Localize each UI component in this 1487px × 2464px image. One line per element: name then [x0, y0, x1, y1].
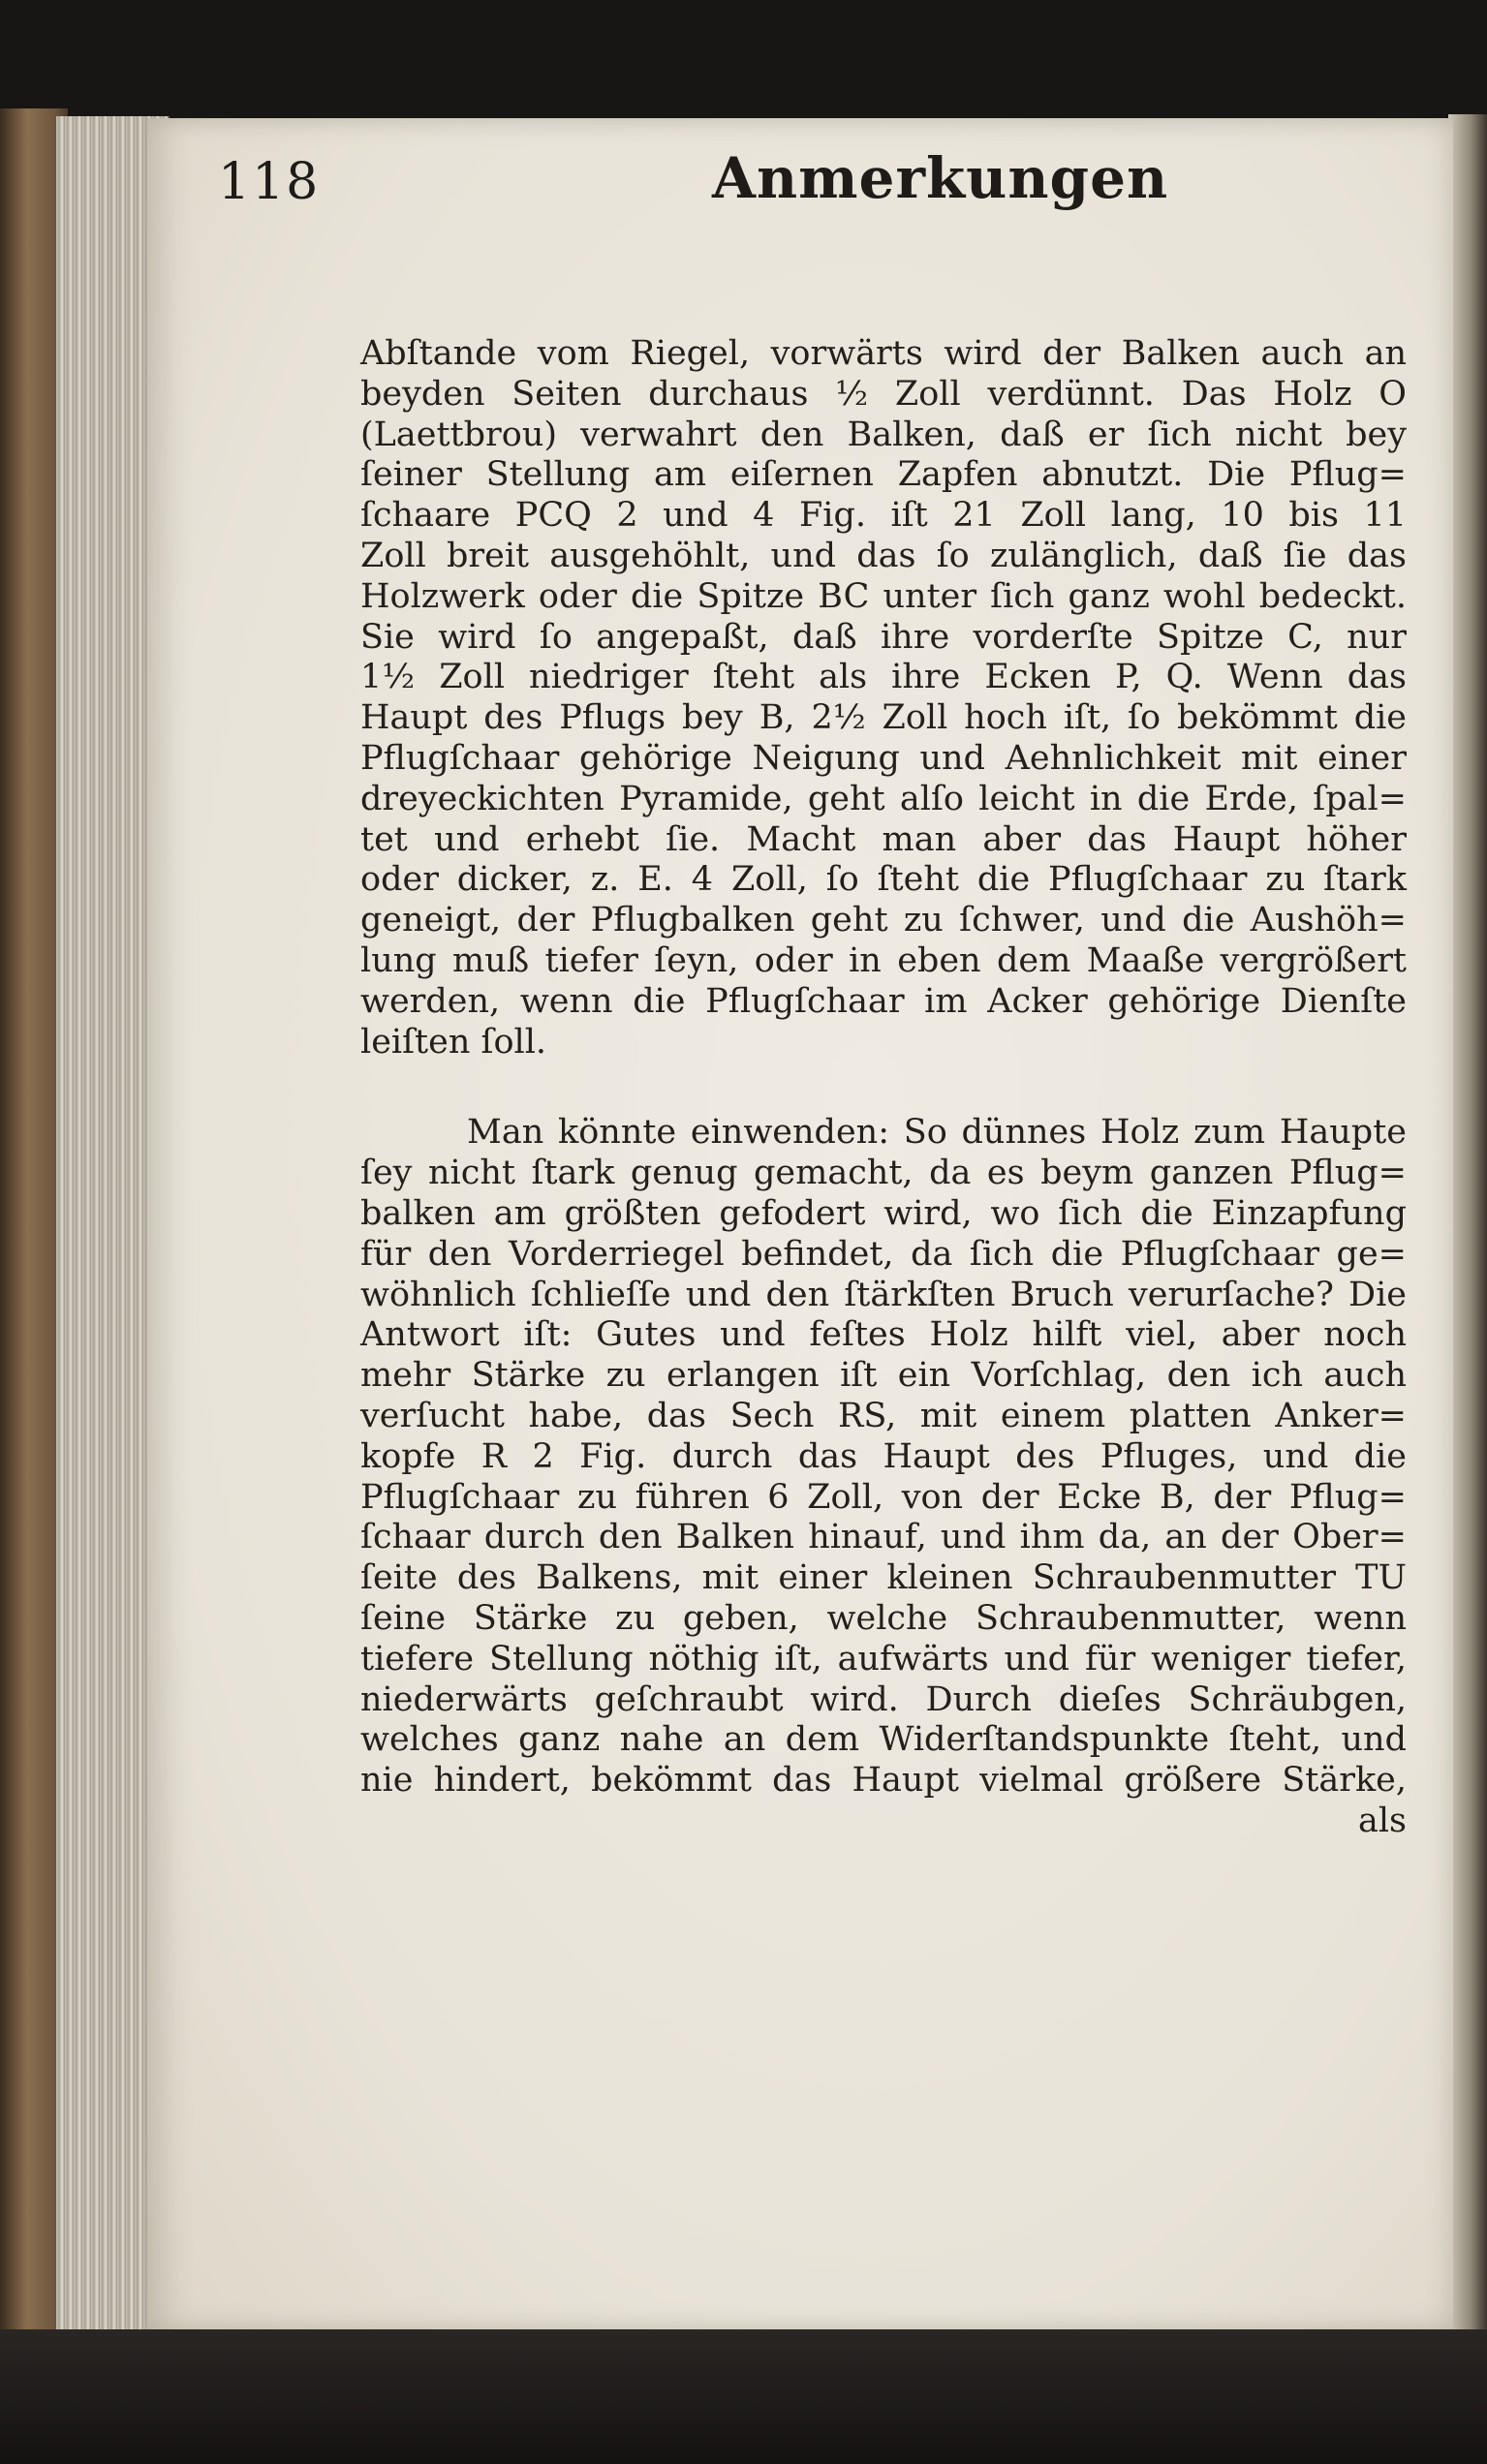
text-line: Pflugſchaar gehörige Neigung und Aehnlichkeit mit einer [360, 738, 1407, 778]
text-line: tiefere Stellung nöthig iſt, aufwärts und für weniger tiefer, [360, 1639, 1407, 1679]
catchword: als [1357, 1801, 1407, 1840]
text-line: nie hindert, bekömmt das Haupt vielmal größere Stärke, [360, 1761, 1407, 1801]
text-line: Abſtande vom Riegel, vorwärts wird der Balken auch an [360, 334, 1407, 373]
text-line: wöhnlich ſchlieſſe und den ſtärkſten Bruch verurſache? Die [360, 1275, 1407, 1314]
text-line: kopfe R 2 Fig. durch das Haupt des Pfluges, und die [360, 1436, 1407, 1476]
text-line: lung muß tiefer ſeyn, oder in eben dem Maaße vergrößert [360, 940, 1407, 980]
page-header [218, 136, 1477, 223]
text-line: 1½ Zoll niedriger ſteht als ihre Ecken P, Q. Wenn das [360, 658, 1407, 697]
right-page-edge [1448, 114, 1487, 2337]
paragraph-2 [360, 1113, 1407, 1802]
text-line: ſeine Stärke zu geben, welche Schraubenmutter, wenn [360, 1598, 1407, 1638]
text-line: Haupt des Pflugs bey B, 2½ Zoll hoch iſt, ſo bekömmt die [360, 698, 1407, 738]
text-line: niederwärts geſchraubt wird. Durch dieſes Schräubgen, [360, 1679, 1407, 1719]
page-number: 118 [218, 153, 321, 211]
text-line: leiſten ſoll. [360, 1022, 547, 1062]
text-line: ſchaare PCQ 2 und 4 Fig. iſt 21 Zoll lang, 10 bis 11 [360, 496, 1407, 536]
paragraph-gap [360, 1063, 1407, 1113]
text-line: balken am größten gefodert wird, wo ſich die Einzapfung [360, 1193, 1407, 1233]
running-head: Anmerkungen [712, 145, 1169, 211]
text-line: ſchaar durch den Balken hinauf, und ihm da, an der Ober= [360, 1518, 1407, 1557]
text-line: dreyeckichten Pyramide, geht alſo leicht in die Erde, ſpal= [360, 779, 1407, 818]
body-text [360, 334, 1407, 1842]
text-line: Holzwerk oder die Spitze BC unter ſich ganz wohl bedeckt. [360, 576, 1407, 616]
text-line: geneigt, der Pflugbalken geht zu ſchwer, und die Aushöh= [360, 901, 1407, 940]
text-line: verſucht habe, das Sech RS, mit einem platten Anker= [360, 1396, 1407, 1435]
background-bottom [0, 2329, 1487, 2464]
text-line: oder dicker, z. E. 4 Zoll, ſo ſteht die Pflugſchaar zu ſtark [360, 860, 1407, 900]
paragraph-1 [360, 334, 1407, 1063]
text-line: beyden Seiten durchaus ½ Zoll verdünnt. Das Holz O [360, 374, 1407, 414]
text-line: mehr Stärke zu erlangen iſt ein Vorſchlag, den ich auch [360, 1356, 1407, 1396]
text-line: Antwort iſt: Gutes und feſtes Holz hilft viel, aber noch [360, 1315, 1407, 1355]
text-line: tet und erhebt ſie. Macht man aber das Haupt höher [360, 819, 1407, 859]
text-line: ſeiner Stellung am eiſernen Zapfen abnutzt. Die Pflug= [360, 455, 1407, 495]
text-line: welches ganz nahe an dem Widerſtandspunkte ſteht, und [360, 1720, 1407, 1760]
text-line: Pflugſchaar zu führen 6 Zoll, von der Ecke B, der Pflug= [360, 1477, 1407, 1517]
text-line: Zoll breit ausgehöhlt, und das ſo zulänglich, daß ſie das [360, 536, 1407, 575]
text-line: Sie wird ſo angepaßt, daß ihre vorderſte Spitze C, nur [360, 617, 1407, 657]
text-line: Man könnte einwenden: So dünnes Holz zum Haupte [467, 1113, 1407, 1153]
text-line: werden, wenn die Pflugſchaar im Acker gehörige Dienſte [360, 981, 1407, 1021]
text-line: (Laettbrou) verwahrt den Balken, daß er ſich nicht bey [360, 415, 1407, 454]
text-line: ſey nicht ſtark genug gemacht, da es beym ganzen Pflug= [360, 1154, 1407, 1193]
background-top [0, 0, 1487, 126]
text-line: für den Vorderriegel befindet, da ſich die Pflugſchaar ge= [360, 1234, 1407, 1274]
text-line: ſeite des Balkens, mit einer kleinen Schraubenmutter TU [360, 1558, 1407, 1598]
